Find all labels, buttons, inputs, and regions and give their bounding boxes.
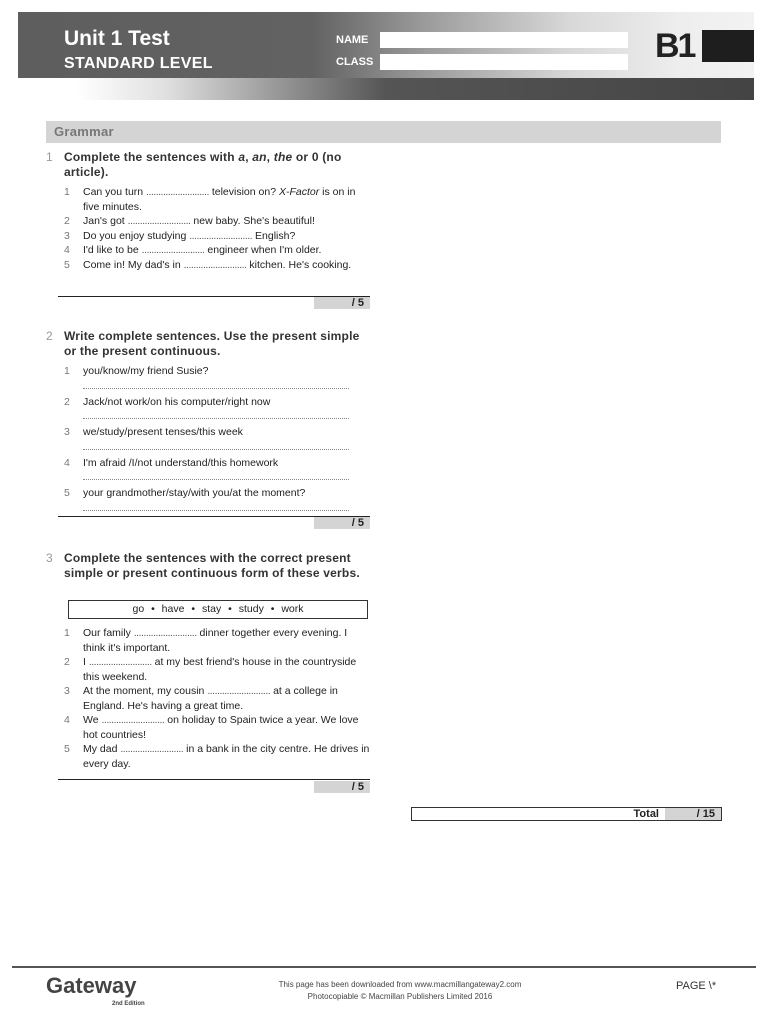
- question-3: [46, 551, 370, 580]
- answer-line[interactable]: [83, 409, 349, 419]
- question-1: [46, 150, 370, 272]
- question-item: 4 We .......................... on holiday to Spain twice a year. We love hot countries!: [64, 714, 359, 741]
- total-score: / 15: [665, 808, 721, 820]
- edition-label: 2nd Edition: [112, 1001, 145, 1007]
- gateway-logo: Gateway: [46, 973, 137, 998]
- answer-blank[interactable]: ..........................: [146, 186, 209, 198]
- question-item: 1 you/know/my friend Susie?: [64, 364, 370, 389]
- download-notice: This page has been downloaded from www.macmillangateway2.com: [278, 980, 522, 989]
- question-number: 1: [46, 150, 53, 164]
- answer-blank[interactable]: ..........................: [189, 229, 253, 242]
- question-item: 5 your grandmother/stay/with you/at the moment?: [64, 486, 370, 511]
- question-item: 2 Jan's got .......................... new baby. She's beautiful!: [64, 215, 315, 227]
- footer-rule: [12, 966, 756, 968]
- answer-blank[interactable]: ..........................: [101, 714, 165, 726]
- total-score-box: [411, 807, 722, 821]
- question-item: 4 I'd like to be .......................... engineer when I'm older.: [64, 244, 322, 256]
- answer-blank[interactable]: ..........................: [133, 627, 197, 639]
- class-label: CLASS: [336, 56, 374, 68]
- divider: [58, 779, 370, 780]
- question-item: 2 Jack/not work/on his computer/right now: [64, 395, 370, 420]
- total-label: Total: [633, 808, 659, 820]
- score-box: / 5: [314, 781, 370, 793]
- question-item: 3 we/study/present tenses/this week: [64, 425, 370, 450]
- test-title: Unit 1 Test: [64, 27, 170, 50]
- answer-blank[interactable]: ..........................: [127, 215, 191, 227]
- question-instruction: Write complete sentences. Use the present simple or the present continuous.: [64, 329, 360, 358]
- level-badge: B1: [655, 27, 695, 65]
- question-item: 5 My dad .......................... in a bank in the city centre. He drives in every day.: [64, 743, 370, 770]
- test-level: STANDARD LEVEL: [64, 55, 213, 72]
- question-number: 2: [46, 329, 53, 343]
- name-label: NAME: [336, 34, 369, 46]
- question-item: 1 Our family .......................... dinner together every evening. I think it's important.: [64, 627, 348, 654]
- copyright-notice: Photocopiable © Macmillan Publishers Limited 2016: [307, 992, 493, 1001]
- header-banner-stripe: [18, 78, 754, 100]
- question-number: 3: [46, 551, 53, 565]
- class-field[interactable]: [380, 54, 628, 70]
- question-instruction: Complete the sentences with the correct present simple or present continuous form of these verbs.: [64, 551, 360, 580]
- answer-blank[interactable]: ..........................: [120, 743, 184, 755]
- answer-blank[interactable]: ..........................: [141, 244, 205, 256]
- question-item: 1 Can you turn .......................... television on? X-Factor is on in five minutes.: [64, 186, 356, 213]
- answer-blank[interactable]: ..........................: [207, 685, 271, 697]
- section-heading: Grammar: [46, 121, 721, 143]
- question-item: 3 Do you enjoy studying .......................... English?: [64, 229, 296, 242]
- word-box: go • have • stay • study • work: [68, 600, 368, 619]
- name-field[interactable]: [380, 32, 628, 48]
- answer-blank[interactable]: ..........................: [88, 656, 152, 668]
- score-box: / 5: [314, 297, 370, 309]
- question-item: 2 I .......................... at my best friend's house in the countryside this weekend.: [64, 656, 357, 683]
- answer-blank[interactable]: ..........................: [183, 258, 247, 271]
- answer-line[interactable]: [83, 501, 349, 511]
- level-badge-bar: [702, 30, 754, 62]
- page-number: PAGE \*: [676, 980, 717, 992]
- question-item: 5 Come in! My dad's in .......................... kitchen. He's cooking.: [64, 258, 352, 271]
- question-instruction: Complete the sentences with a, an, the or 0 (no article).: [64, 150, 342, 179]
- question-3-items: [46, 626, 370, 771]
- question-2: [46, 329, 370, 517]
- question-item: 4 I'm afraid /I/not understand/this homework: [64, 456, 370, 481]
- answer-line[interactable]: [83, 440, 349, 450]
- score-box: / 5: [314, 517, 370, 529]
- question-item: 3 At the moment, my cousin .......................... at a college in England. He's having a great time.: [64, 685, 338, 712]
- answer-line[interactable]: [83, 379, 349, 389]
- answer-line[interactable]: [83, 470, 349, 480]
